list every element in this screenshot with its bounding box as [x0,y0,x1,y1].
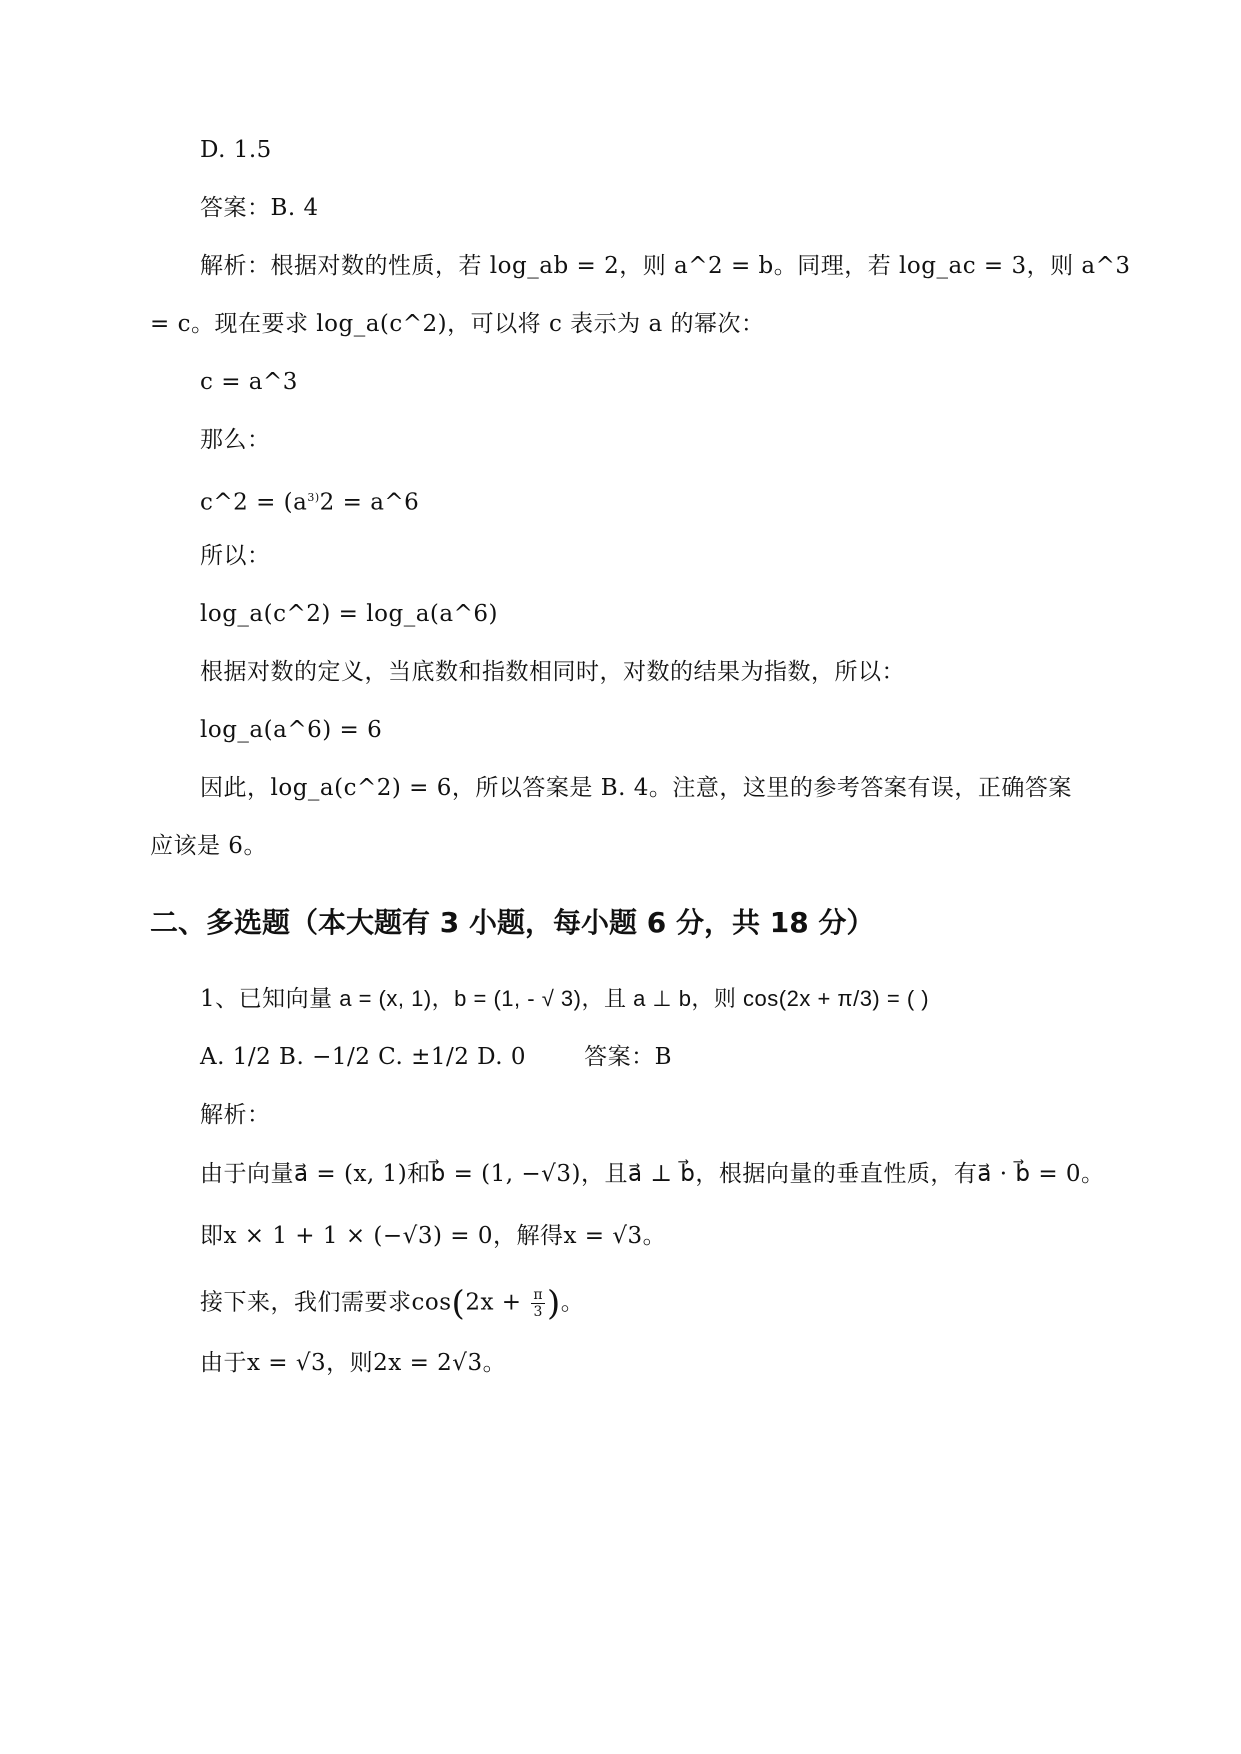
text-segment: ，且 [580,1161,628,1187]
right-paren: ) [547,1283,561,1324]
text-segment: 即 [200,1223,224,1249]
analysis-line-1 [200,1159,1105,1189]
math-equation: x × 1 + 1 × (−√3) = 0 [223,1223,493,1249]
formula-log-result: log_a(a^6) = 6 [200,717,383,743]
math-x-value: x = √3 [247,1350,327,1376]
analysis-line-2 [200,1221,666,1251]
question-number: 1、已知向量 [200,986,333,1012]
fraction-pi-over-3 [531,1287,545,1320]
question-answer: 答案：B [584,1044,672,1070]
math-cos: cos [411,1289,452,1316]
formula-part: 2 = a^6 [319,489,420,516]
math-perpendicular: a⃗ ⊥ b⃗ [627,1161,696,1187]
analysis-paragraph-line-1: 解析：根据对数的性质，若 log_ab = 2，则 a^2 = b。同理，若 log_ac = 3，则 a^3 [200,253,1131,279]
formula-c: c = a^3 [200,369,298,395]
fraction-denominator: 3 [533,1304,543,1320]
conclusion-line-1: 因此，log_a(c^2) = 6，所以答案是 B. 4。注意，这里的参考答案有误，正确答案 [200,775,1072,801]
question-options-row [200,1042,672,1072]
math-argument: 2x + [465,1289,530,1316]
definition-sentence: 根据对数的定义，当底数和指数相同时，对数的结果为指数，所以： [200,659,905,685]
question-text: a = (x, 1)，b = (1, - √ 3)，且 a ⊥ b，则 cos(2x + π/3) = ( ) [332,986,930,1011]
text-segment: 。 [642,1223,667,1249]
text-segment: 。 [560,1289,585,1316]
conclusion-line-2: 应该是 6。 [150,833,267,859]
text-segment: ，则 [326,1350,374,1376]
analysis-paragraph-line-2: = c。现在要求 log_a(c^2)，可以将 c 表示为 a 的幂次： [150,311,765,337]
formula-superscript: 3) [307,491,320,504]
math-vector-b: b⃗ = (1, −√3) [430,1161,581,1187]
question-1 [200,984,929,1014]
text-segment: 和 [407,1161,431,1187]
fraction-numerator: π [533,1287,544,1303]
math-2x-value: 2x = 2√3 [373,1350,483,1376]
analysis-label: 解析： [200,1102,271,1128]
math-solution: x = √3 [563,1223,643,1249]
math-dot-product: a⃗ · b⃗ = 0 [977,1161,1082,1187]
label-then: 那么： [200,427,271,453]
section-heading: 二、多选题（本大题有 3 小题，每小题 6 分，共 18 分） [150,906,875,939]
formula-c-squared [200,483,419,518]
text-segment: 接下来，我们需要求 [200,1289,412,1316]
math-vector-a: a⃗ = (x, 1) [294,1161,408,1187]
text-segment: 。 [1081,1161,1105,1187]
text-segment: ，解得 [492,1223,564,1249]
question-options: A. 1/2 B. −1/2 C. ±1/2 D. 0 [200,1044,527,1070]
label-so: 所以： [200,543,271,569]
text-segment: 由于 [200,1350,247,1376]
analysis-line-3 [200,1283,585,1324]
text-segment: 。 [482,1350,507,1376]
formula-part: c^2 = (a [200,489,308,516]
text-segment: 由于向量 [200,1161,294,1187]
formula-log-equal: log_a(c^2) = log_a(a^6) [200,601,498,627]
analysis-line-4 [200,1348,506,1378]
answer-line: 答案：B. 4 [200,195,319,221]
left-paren: ( [451,1283,466,1324]
text-segment: ，根据向量的垂直性质，有 [695,1161,978,1187]
option-d: D. 1.5 [200,137,272,163]
